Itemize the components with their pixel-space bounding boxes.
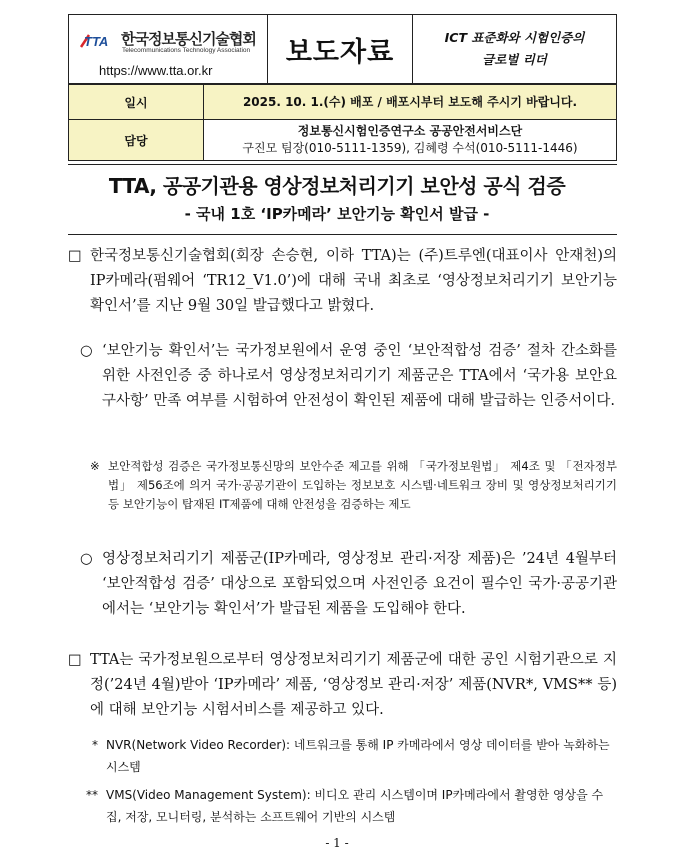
contact-line-1: 정보통신시험인증연구소 공공안전서비스단	[297, 124, 523, 138]
contact-value	[204, 120, 617, 161]
headline: TTA, 공공기관용 영상정보처리기기 보안성 공식 검증	[108, 174, 566, 198]
paragraph-4-text: TTA는 국가정보원으로부터 영상정보처리기기 제품군에 대한 공인 시험기관으로 지정(’24년 4월)받아 ‘IP카메라’ 제품, ‘영상정보 관리·저장’ 제품(NVR*, VMS** 등)에 대해 보안기능 시험서비스를 제공하고 있다.	[90, 652, 617, 718]
org-url[interactable]: https://www.tta.or.kr	[99, 63, 213, 78]
paragraph-2-text: ‘보안기능 확인서’는 국가정보원에서 운영 중인 ‘보안적합성 검증’ 절차 간소화를 위한 사전인증 중 하나로서 영상정보처리기기 제품군은 TTA에서 ‘국가용 보안요구사항’ 만족 여부를 시험하여 안전성이 확인된 제품에 대해 발급하는 인증서이다.	[102, 343, 617, 409]
subheadline: - 국내 1호 ‘IP카메라’ 보안기능 확인서 발급 -	[184, 205, 490, 223]
masthead	[68, 14, 617, 84]
paragraph-1-text: 한국정보통신기술협회(회장 손승현, 이하 TTA)는 (주)트루엔(대표이사 안재천)의 IP카메라(펌웨어 ‘TR12_V1.0’)에 대해 국내 최초로 ‘영상정보처리기기 보안기능 확인서’를 지난 9월 30일 발급했다고 밝혔다.	[90, 248, 617, 314]
slogan-line-1: ICT 표준화와 시험인증의	[444, 30, 585, 45]
circle-bullet-icon: ○	[80, 343, 93, 359]
logo-cell	[69, 15, 268, 84]
date-value: 2025. 10. 1.(수) 배포 / 배포시부터 보도해 주시기 바랍니다.	[204, 85, 617, 120]
note	[90, 457, 617, 514]
double-asterisk-icon: **	[86, 788, 98, 802]
paragraph-1	[68, 244, 617, 319]
paragraph-4	[68, 648, 617, 723]
slogan-line-2: 글로벌 리더	[482, 52, 547, 67]
contact-label: 담당	[69, 120, 204, 161]
note-marker-icon: ※	[90, 459, 100, 473]
slogan	[413, 15, 617, 84]
asterisk-icon: *	[92, 738, 98, 752]
contact-line-2: 구진모 팀장(010-5111-1359), 김혜령 수석(010-5111-1446)	[242, 141, 578, 155]
box-bullet-icon: □	[68, 652, 82, 668]
paragraph-3	[80, 547, 617, 622]
svg-text:TTA: TTA	[84, 34, 109, 49]
doc-type-title: 보도자료	[268, 15, 413, 84]
paragraph-3-text: 영상정보처리기기 제품군(IP카메라, 영상정보 관리·저장 제품)은 ’24년 4월부터 ‘보안적합성 검증’ 대상으로 포함되었으며 사전인증 요건이 필수인 국가·공공기관에서는 ‘보안기능 확인서’가 발급된 제품을 도입해야 한다.	[102, 551, 617, 617]
footnote-nvr-text: NVR(Network Video Recorder): 네트워크를 통해 IP 카메라에서 영상 데이터를 받아 녹화하는 시스템	[106, 738, 610, 774]
box-bullet-icon: □	[68, 248, 82, 264]
tta-logo-icon	[79, 33, 117, 49]
paragraph-2	[80, 339, 617, 414]
circle-bullet-icon: ○	[80, 551, 93, 567]
note-text: 보안적합성 검증은 국가정보통신망의 보안수준 제고를 위해 「국가정보원법」 제4조 및 「전자정부법」 제56조에 의거 국가·공공기관이 도입하는 정보보호 시스템·네트워크 장비 및 영상정보처리기기 등 보안기능이 탑재된 IT제품에 대해 안전성을 검증하는 제도	[108, 459, 617, 511]
page-number: - 1 -	[325, 836, 349, 850]
footnote-vms-text: VMS(Video Management System): 비디오 관리 시스템이며 IP카메라에서 촬영한 영상을 수집, 저장, 모니터링, 분석하는 소프트웨어 기반의 시스템	[106, 788, 604, 824]
date-label: 일시	[69, 85, 204, 120]
title-bottom-rule	[68, 234, 617, 235]
footnote-vms	[86, 784, 617, 828]
title-top-rule	[68, 164, 617, 165]
footnote-nvr	[92, 734, 617, 778]
org-name-kr: 한국정보통신기술협회	[121, 30, 256, 48]
org-name-en: Telecommunications Technology Association	[122, 47, 251, 54]
release-info-table	[68, 84, 617, 161]
